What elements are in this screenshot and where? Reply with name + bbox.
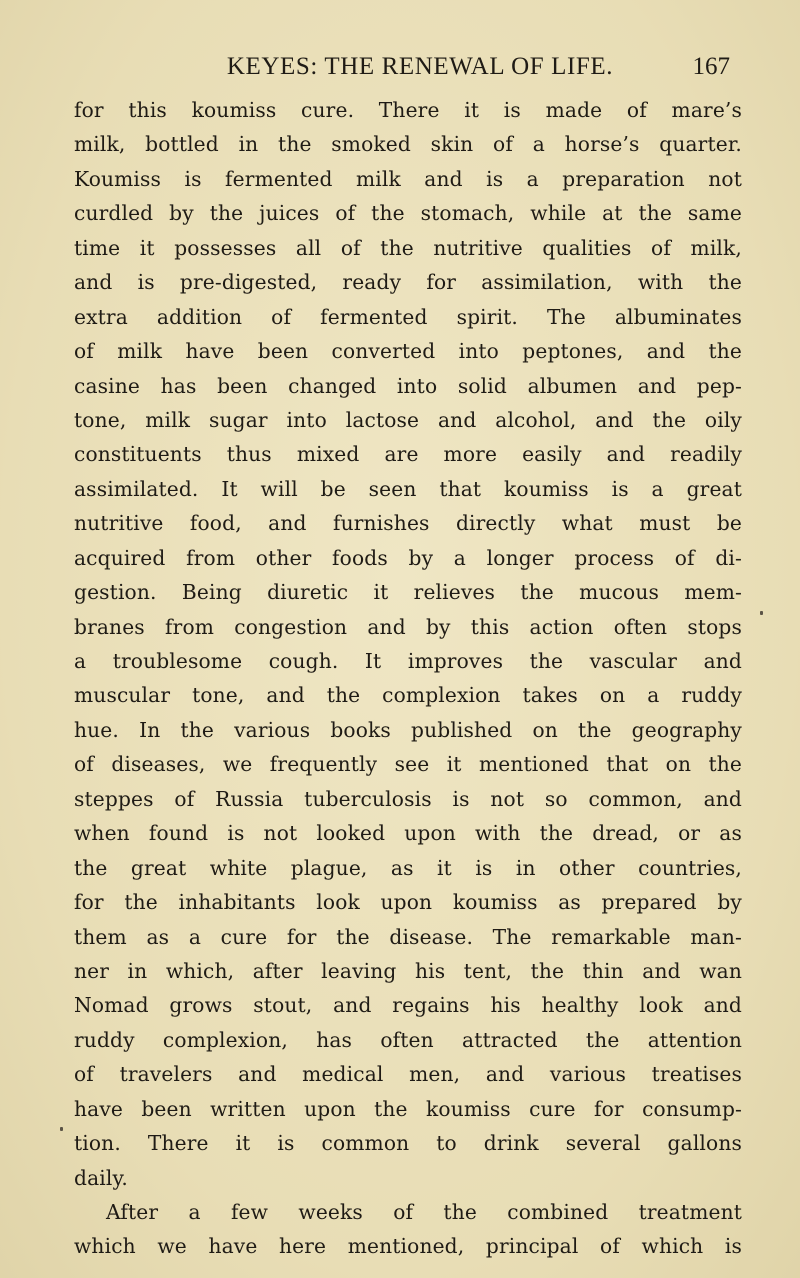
- text-line: have been written upon the koumiss cure for consump-: [74, 1096, 742, 1121]
- paragraph-end-line: daily.: [74, 1165, 128, 1190]
- text-line: tone, milk sugar into lactose and alcohol, and the oily: [74, 407, 742, 432]
- text-line: and is pre-digested, ready for assimilation, with the: [74, 270, 742, 295]
- text-line: Nomad grows stout, and regains his healthy look and: [74, 993, 742, 1018]
- text-line: the great white plague, as it is in other countries,: [74, 855, 742, 880]
- text-line: of travelers and medical men, and various treatises: [74, 1062, 742, 1087]
- text-line: time it possesses all of the nutritive qualities of milk,: [74, 235, 742, 260]
- text-line: a troublesome cough. It improves the vascular and: [74, 649, 742, 673]
- text-line: Koumiss is fermented milk and is a preparation not: [74, 166, 742, 191]
- text-line: for the inhabitants look upon koumiss as prepared by: [74, 890, 742, 915]
- text-line: steppes of Russia tuberculosis is not so common, and: [74, 786, 742, 811]
- text-line: constituents thus mixed are more easily and readily: [74, 442, 742, 467]
- paragraph-start-line: After a few weeks of the combined treatment: [106, 1200, 742, 1224]
- text-line: assimilated. It will be seen that koumiss is a great: [74, 476, 742, 501]
- text-line: nutritive food, and furnishes directly what must be: [74, 511, 742, 536]
- text-line: of milk have been converted into peptones, and the: [74, 339, 742, 364]
- text-line: hue. In the various books published on the geography: [74, 717, 742, 742]
- text-line: milk, bottled in the smoked skin of a horse’s quarter.: [74, 132, 742, 157]
- text-line: gestion. Being diuretic it relieves the mucous mem-: [74, 580, 742, 605]
- margin-speck: [760, 611, 763, 615]
- text-line: casine has been changed into solid albumen and pep-: [74, 373, 742, 398]
- text-line: muscular tone, and the complexion takes on a ruddy: [74, 683, 742, 708]
- text-line: of diseases, we frequently see it mentioned that on the: [74, 752, 742, 777]
- text-line: which we have here mentioned, principal of which is: [74, 1234, 742, 1259]
- page-header: [0, 52, 800, 82]
- text-line: ner in which, after leaving his tent, the thin and wan: [74, 958, 742, 983]
- page-number: 167: [692, 53, 730, 80]
- text-line: acquired from other foods by a longer process of di-: [74, 545, 742, 570]
- text-line: for this koumiss cure. There it is made of mare’s: [74, 98, 742, 122]
- text-line: ruddy complexion, has often attracted the attention: [74, 1027, 742, 1052]
- body-text: [74, 93, 742, 1264]
- text-line: when found is not looked upon with the dread, or as: [74, 821, 742, 846]
- text-line: them as a cure for the disease. The remarkable man-: [74, 924, 742, 949]
- running-head: KEYES: THE RENEWAL OF LIFE.: [226, 53, 614, 80]
- text-line: curdled by the juices of the stomach, while at the same: [74, 201, 742, 226]
- text-line: branes from congestion and by this action often stops: [74, 614, 742, 639]
- text-line: extra addition of fermented spirit. The albuminates: [74, 304, 742, 329]
- margin-speck: [60, 1127, 63, 1131]
- text-line: tion. There it is common to drink several gallons: [74, 1131, 742, 1156]
